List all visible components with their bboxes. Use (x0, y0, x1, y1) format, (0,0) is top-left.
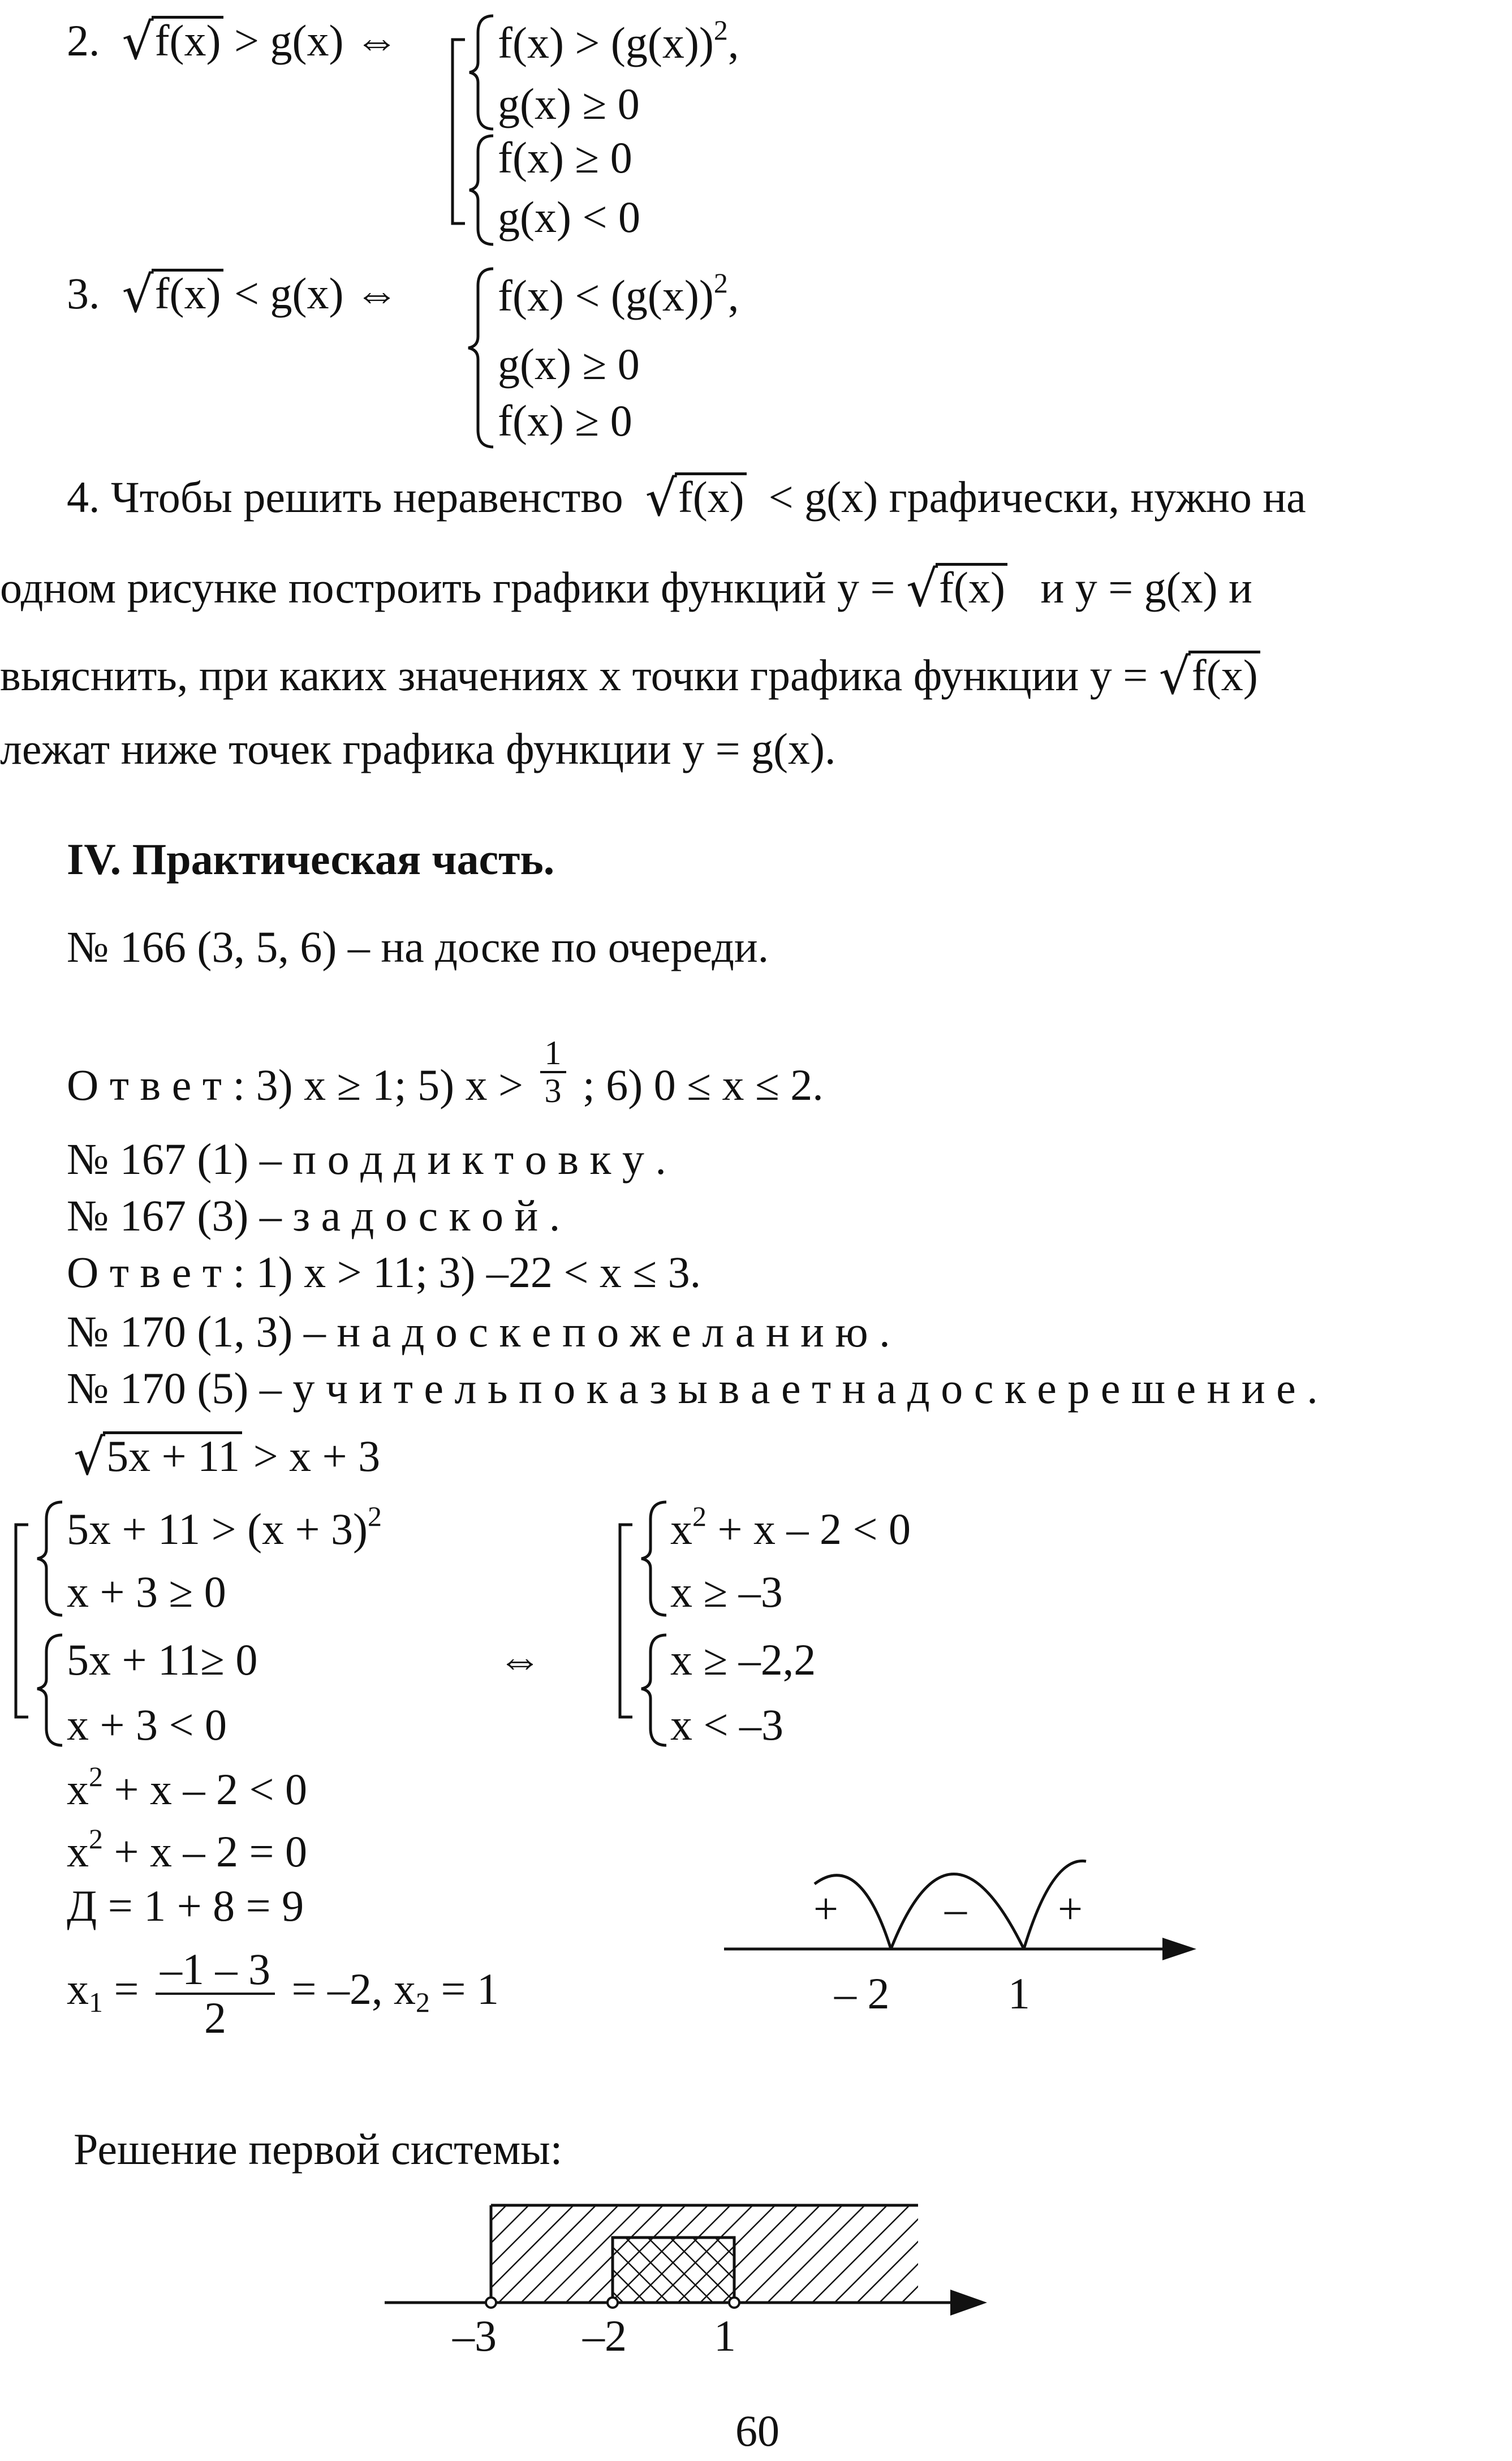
rule3-line1: $f(x) < (g(x))^2$, (498, 267, 739, 320)
signline-tick-1: 1 (1008, 1969, 1030, 2018)
rule2-lhs: 2. √f(x) > g(x) ⇔ (67, 12, 399, 71)
signline-arc-middle (891, 1874, 1024, 1950)
rule3-brace (468, 269, 493, 447)
rule2-line3: f(x) ≥ 0 (498, 133, 632, 182)
para4-line2: одном рисунке построить графики функций y = √f(x) и y = g(x) и (0, 560, 1252, 618)
system-left-line4: x + 3 < 0 (67, 1700, 227, 1749)
system-right-line4: x < –3 (670, 1700, 783, 1749)
hatch-tick-minus2: –2 (583, 2311, 627, 2360)
hatch-tick-minus3: –3 (453, 2311, 497, 2360)
point-minus3 (486, 2297, 496, 2308)
hatch-tick-1: 1 (714, 2311, 736, 2360)
para4-line3: выяснить, при каких значениях x точки графика функции y = √f(x) (0, 651, 1260, 702)
signline-arrow (1162, 1938, 1196, 1960)
solution-left-bracket (16, 1525, 28, 1717)
quadratic-inequality: $x^2 + x - 2 < 0$ (67, 1761, 307, 1814)
rule3-lhs: 3. √f(x) < g(x) ⇔ (67, 265, 399, 324)
rule2-line2: g(x) ≥ 0 (498, 79, 640, 128)
system-right-line2: x ≥ –3 (670, 1567, 783, 1616)
sign-minus: – (945, 1884, 967, 1933)
roots-formula: $x_1$ = $\frac{-1 - 3}{2}$ = –2, $x_2 = 1$ (67, 1944, 499, 2042)
answer-167: О т в е т : 1) x > 11; 3) –22 < x ≤ 3. (67, 1247, 701, 1297)
discriminant: Д = 1 + 8 = 9 (67, 1881, 304, 1930)
rule2-brace-bottom (469, 136, 493, 244)
task-170-5: № 170 (5) – у ч и т е л ь п о к а з ы в а е т н а д о с к е р е ш е н и е . (67, 1363, 1318, 1413)
signline-tick-minus2: – 2 (834, 1969, 890, 2018)
solution-right-brace-bottom (641, 1635, 666, 1745)
equivalence-sign: ⇔ (498, 1635, 542, 1684)
solution-right-bracket (620, 1525, 632, 1717)
system-right-line1: $x^2 + x - 2 < 0$ (670, 1500, 911, 1554)
task-170-1-3: № 170 (1, 3) – н а д о с к е п о ж е л а н и ю . (67, 1307, 890, 1356)
solution-inequality: √5x + 11 > x + 3 (74, 1428, 381, 1486)
point-1 (729, 2297, 739, 2308)
rule3-line3: f(x) ≥ 0 (498, 396, 632, 445)
sign-plus-right: + (1058, 1884, 1083, 1933)
first-system-caption: Решение первой системы: (74, 2124, 563, 2174)
system-left-line3: 5x + 11≥ 0 (67, 1635, 258, 1684)
hatch-arrow (950, 2290, 987, 2316)
hatch-region-between-minus2-and-1 (613, 2238, 734, 2303)
signline-arc-left (815, 1875, 891, 1949)
rule2-bracket (453, 40, 465, 223)
quadratic-equation: $x^2 + x - 2 = 0$ (67, 1823, 307, 1876)
solution-left-brace-bottom (37, 1635, 62, 1745)
system-right-line3: x ≥ –2,2 (670, 1635, 816, 1684)
solution-right-brace-top (641, 1502, 666, 1615)
rule2-line1: $f(x) > (g(x))^2$, (498, 14, 739, 67)
system-left-line1: $5x + 11 > (x + 3)^2$ (67, 1500, 382, 1554)
point-minus2 (608, 2297, 618, 2308)
sign-plus-left: + (813, 1884, 838, 1933)
solution-left-brace-top (37, 1502, 62, 1615)
task-167-1: № 167 (1) – п о д д и к т о в к у . (67, 1134, 666, 1184)
signline-arc-right (1024, 1861, 1086, 1949)
rule2-line4: g(x) < 0 (498, 192, 640, 242)
task-166: № 166 (3, 5, 6) – на доске по очереди. (67, 922, 769, 971)
system-left-line2: x + 3 ≥ 0 (67, 1567, 226, 1616)
para4-line4: лежат ниже точек графика функции y = g(x). (0, 724, 836, 773)
page-number: 60 (735, 2406, 779, 2455)
rule2-brace-top (469, 16, 493, 129)
para4-line1: 4. Чтобы решить неравенство √f(x) < g(x) графически, нужно на (67, 469, 1306, 527)
section-heading: IV. Практическая часть. (67, 834, 555, 884)
task-167-3: № 167 (3) – з а д о с к о й . (67, 1191, 561, 1240)
rule3-line2: g(x) ≥ 0 (498, 339, 640, 389)
answer-166: О т в е т : 3) x ≥ 1; 5) x > $\frac{1}{3}$ ; 6) 0 ≤ x ≤ 2. (67, 1034, 824, 1109)
